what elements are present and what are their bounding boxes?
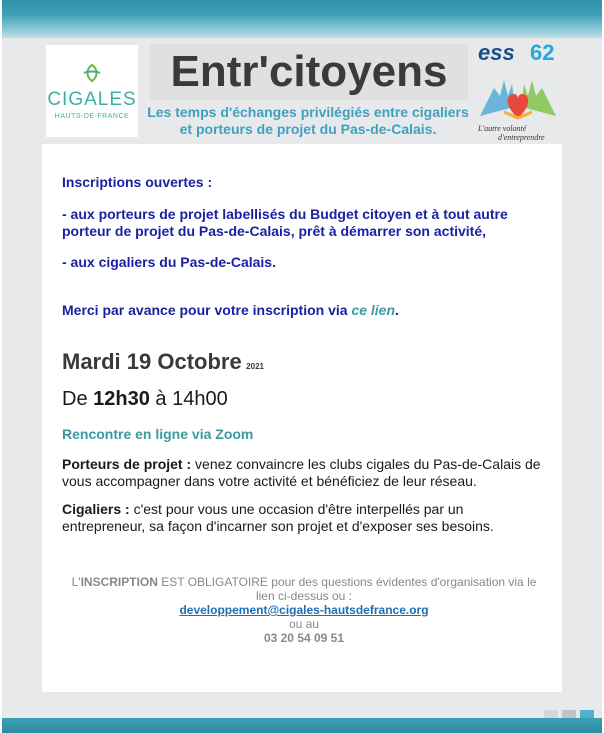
- footer-rest: EST OBLIGATOIRE pour des questions évidentes d'organisation via le lien ci-dessus ou :: [157, 575, 537, 603]
- porteurs-label: Porteurs de projet :: [62, 456, 192, 472]
- cigaliers-text: c'est pour vous une occasion d'être interpellés par un entrepreneur, sa façon d'incarner son projet et d'exposer ses besoins.: [62, 501, 494, 534]
- thanks-prefix: Merci par avance pour votre inscription via: [62, 302, 352, 318]
- event-time: [62, 387, 546, 411]
- email-link[interactable]: developpement@cigales-hautsdefrance.org: [179, 603, 429, 617]
- cigales-logo: [46, 45, 138, 137]
- ess62-logo: [474, 40, 562, 144]
- bullet-cigaliers: - aux cigaliers du Pas-de-Calais.: [62, 254, 276, 270]
- thanks-suffix: .: [395, 302, 399, 318]
- date-text: Mardi 19 Octobre: [62, 349, 242, 374]
- pager-dot-3: [580, 710, 594, 718]
- bottom-band: [2, 718, 602, 733]
- ess-text: ess: [478, 40, 515, 65]
- hands-heart-icon: [474, 66, 562, 124]
- footer-prefix: L': [71, 575, 81, 589]
- time-prefix: De: [62, 388, 94, 410]
- event-date: [62, 349, 546, 380]
- cigaliers-label: Cigaliers :: [62, 501, 130, 517]
- pager-dot-2: [562, 710, 576, 718]
- pager-dot-1: [544, 710, 558, 718]
- footer-email-line: [62, 603, 546, 617]
- cigaliers-paragraph: [62, 501, 546, 535]
- subtitle-line2: et porteurs de projet du Pas-de-Calais.: [179, 121, 437, 137]
- ess-tagline-line2: d'entreprendre: [498, 133, 545, 142]
- porteurs-paragraph: [62, 456, 546, 490]
- ess-number: 62: [530, 40, 555, 65]
- time-rest: à 14h00: [149, 388, 228, 410]
- bullet-porteurs: - aux porteurs de projet labellisés du Budget citoyen et à tout autre porteur de projet du Pas-de-Calais, prêt à démarrer son activité,: [62, 206, 508, 239]
- ess-tagline: [478, 124, 545, 142]
- cigales-region: HAUTS-DE-FRANCE: [54, 113, 130, 120]
- time-start: 12h30: [93, 388, 150, 410]
- thanks-line: [62, 302, 546, 319]
- footer-phone: 03 20 54 09 51: [263, 631, 345, 645]
- inscription-link[interactable]: ce lien: [351, 302, 396, 318]
- page-title: Entr'citoyens: [150, 44, 468, 100]
- subtitle: [140, 104, 476, 138]
- footer-or: ou au: [288, 617, 320, 631]
- ess-tagline-line1: L'autre volonté: [478, 124, 527, 133]
- footer-notice: [62, 575, 546, 603]
- date-year: 2021: [246, 362, 264, 371]
- cigales-brand: CIGALES: [47, 89, 137, 110]
- zoom-line: Rencontre en ligne via Zoom: [62, 426, 254, 442]
- top-band: [2, 0, 602, 38]
- inscriptions-title: Inscriptions ouvertes :: [62, 174, 213, 190]
- porteurs-text: venez convaincre les clubs cigales du Pas-de-Calais de vous accompagner dans votre activité et bénéficiez de leur réseau.: [62, 456, 541, 489]
- cigales-leaf-icon: [80, 63, 104, 83]
- subtitle-line1: Les temps d'échanges privilégiés entre cigaliers: [147, 104, 469, 120]
- footer-bold: INSCRIPTION: [80, 575, 158, 589]
